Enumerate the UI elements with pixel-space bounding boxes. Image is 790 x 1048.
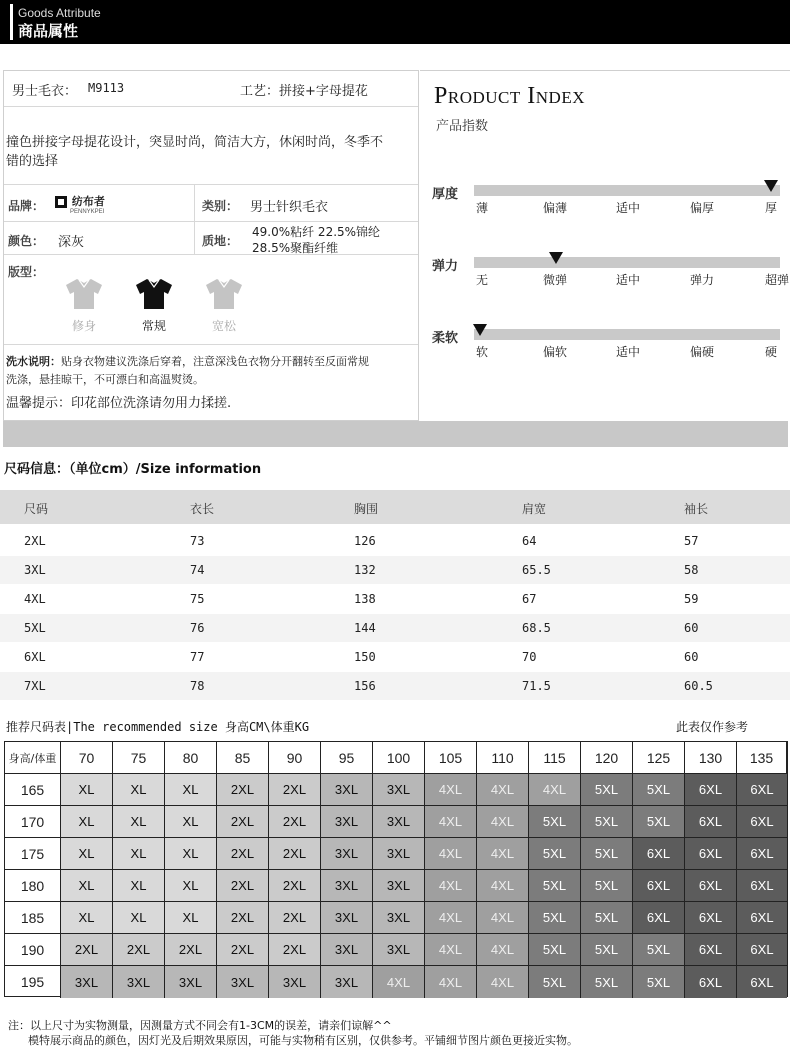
size-cell: 3XL xyxy=(24,563,46,577)
size-cell: 58 xyxy=(684,563,699,577)
grid-height-cell: 185 xyxy=(5,902,61,934)
fit-option-label: 修身 xyxy=(72,319,97,333)
grid-size-cell: XL xyxy=(165,806,217,838)
grid-size-cell: 4XL xyxy=(477,774,529,806)
size-cell: 60 xyxy=(684,650,699,664)
grid-size-cell: XL xyxy=(61,870,113,902)
shirt-icon xyxy=(64,277,104,311)
grid-size-cell: 5XL xyxy=(529,966,581,998)
grid-size-cell: XL xyxy=(165,838,217,870)
color-value: 深灰 xyxy=(58,235,85,250)
scale-tick: 偏软 xyxy=(543,345,568,359)
grid-size-cell: XL xyxy=(165,870,217,902)
table-row xyxy=(0,527,790,555)
scale-tick: 偏薄 xyxy=(543,201,568,215)
grid-height-cell: 180 xyxy=(5,870,61,902)
size-cell: 2XL xyxy=(24,534,46,548)
scale-tick: 弹力 xyxy=(690,273,715,287)
grid-size-cell: 6XL xyxy=(685,774,737,806)
product-index-subtitle: 产品指数 xyxy=(436,119,489,134)
description-row xyxy=(4,107,418,185)
brand-logo-sub: PENNYKPEI xyxy=(70,209,105,215)
grid-size-cell: 4XL xyxy=(425,806,477,838)
scale-bar xyxy=(474,329,780,340)
grid-size-cell: XL xyxy=(165,902,217,934)
grid-size-cell: 4XL xyxy=(425,870,477,902)
grid-size-cell: 5XL xyxy=(529,838,581,870)
size-header-cell: 衣长 xyxy=(190,502,215,516)
size-cell: 156 xyxy=(354,679,376,693)
model-row xyxy=(4,71,418,107)
fit-option-3 xyxy=(204,277,244,333)
product-index-panel xyxy=(420,70,790,421)
grid-size-cell: 2XL xyxy=(217,902,269,934)
model-label: 男士毛衣： xyxy=(12,84,78,99)
grid-size-cell: 4XL xyxy=(425,934,477,966)
scale-label: 柔软 xyxy=(432,331,459,346)
grid-size-cell: 6XL xyxy=(685,806,737,838)
product-index-title xyxy=(434,83,585,110)
grid-size-cell: 4XL xyxy=(425,774,477,806)
size-cell: 7XL xyxy=(24,679,46,693)
grid-size-cell: XL xyxy=(61,838,113,870)
header-subtitle: Goods Attribute xyxy=(18,6,101,20)
grid-size-cell: 2XL xyxy=(217,806,269,838)
table-row xyxy=(0,585,790,613)
wash-text-1: 贴身衣物建议洗涤后穿着，注意深浅色衣物分开翻转至反面常规 xyxy=(61,355,369,368)
size-cell: 77 xyxy=(190,650,205,664)
brand-label: 品牌： xyxy=(8,199,45,213)
grid-size-cell: XL xyxy=(113,902,165,934)
grid-size-cell: 3XL xyxy=(321,902,373,934)
size-cell: 70 xyxy=(522,650,537,664)
scale-bar xyxy=(474,185,780,196)
title-ndex: NDEX xyxy=(535,88,585,107)
size-cell: 6XL xyxy=(24,650,46,664)
grid-size-cell: 4XL xyxy=(373,966,425,998)
grid-size-cell: 3XL xyxy=(373,838,425,870)
grid-size-cell: 3XL xyxy=(373,774,425,806)
grid-size-cell: XL xyxy=(113,870,165,902)
size-cell: 76 xyxy=(190,621,205,635)
grid-size-cell: 3XL xyxy=(113,966,165,998)
table-row xyxy=(0,672,790,700)
category-value: 男士针织毛衣 xyxy=(250,200,329,215)
size-cell: 138 xyxy=(354,592,376,606)
grid-size-cell: XL xyxy=(113,774,165,806)
size-cell: 68.5 xyxy=(522,621,551,635)
wash-tip: 温馨提示：印花部位洗涤请勿用力揉搓. xyxy=(6,396,232,411)
size-cell: 78 xyxy=(190,679,205,693)
size-cell: 5XL xyxy=(24,621,46,635)
table-row xyxy=(0,643,790,671)
grid-size-cell: 6XL xyxy=(737,934,787,966)
grid-size-cell: 4XL xyxy=(477,934,529,966)
header-accent-bar xyxy=(10,4,13,40)
scale-marker-icon xyxy=(549,252,563,264)
footnote-line-2: 模特展示商品的颜色，因灯光及后期效果原因，可能与实物稍有区别，仅供参考。平铺细节图片颜色更接近实物。 xyxy=(28,1034,578,1047)
grid-corner-cell: 身高/体重 xyxy=(5,742,61,774)
grid-size-cell: 3XL xyxy=(321,806,373,838)
grid-size-cell: 2XL xyxy=(113,934,165,966)
grid-size-cell: 5XL xyxy=(633,966,685,998)
scale-label: 弹力 xyxy=(432,259,459,274)
title-roduct: RODUCT xyxy=(447,88,521,107)
size-cell: 4XL xyxy=(24,592,46,606)
size-cell: 57 xyxy=(684,534,699,548)
size-table-header xyxy=(0,490,790,524)
size-header-cell: 肩宽 xyxy=(522,502,547,516)
grid-size-cell: 6XL xyxy=(685,870,737,902)
grid-size-cell: 5XL xyxy=(529,870,581,902)
size-header-cell: 胸围 xyxy=(354,502,379,516)
recommend-title: 推荐尺码表|The recommended size 身高CM\体重KG xyxy=(6,720,310,734)
attributes-panel xyxy=(3,70,419,421)
material-line-2: 28.5%聚酯纤维 xyxy=(252,241,339,255)
grid-size-cell: 4XL xyxy=(477,838,529,870)
shirt-icon xyxy=(134,277,174,311)
grid-size-cell: 6XL xyxy=(685,934,737,966)
grid-size-cell: 5XL xyxy=(581,838,633,870)
grid-size-cell: 5XL xyxy=(581,966,633,998)
scale-tick: 硬 xyxy=(765,345,778,359)
scale-tick: 适中 xyxy=(616,273,641,287)
header-title: 商品属性 xyxy=(18,22,79,40)
grid-size-cell: 4XL xyxy=(529,774,581,806)
size-cell: 150 xyxy=(354,650,376,664)
grid-weight-cell: 115 xyxy=(529,742,581,774)
fit-label: 版型： xyxy=(8,265,45,279)
grid-size-cell: 2XL xyxy=(269,806,321,838)
grid-size-cell: 3XL xyxy=(61,966,113,998)
craft-text: 工艺：拼接+字母提花 xyxy=(240,84,368,99)
grid-size-cell: 2XL xyxy=(269,934,321,966)
grid-weight-cell: 95 xyxy=(321,742,373,774)
table-row xyxy=(0,614,790,642)
fit-row xyxy=(4,255,418,345)
grid-size-cell: 3XL xyxy=(321,774,373,806)
grid-height-cell: 190 xyxy=(5,934,61,966)
grid-size-cell: 3XL xyxy=(373,870,425,902)
grid-height-cell: 165 xyxy=(5,774,61,806)
category-label: 类别： xyxy=(202,199,239,213)
brand-logo-icon xyxy=(54,195,68,209)
shirt-icon xyxy=(204,277,244,311)
grid-size-cell: 4XL xyxy=(477,806,529,838)
grid-size-cell: 2XL xyxy=(269,774,321,806)
footnote-line-1: 注：以上尺寸为实物测量，因测量方式不同会有1-3CM的误差，请亲们谅解^^ xyxy=(8,1019,392,1032)
grid-weight-cell: 80 xyxy=(165,742,217,774)
grid-weight-cell: 90 xyxy=(269,742,321,774)
size-cell: 64 xyxy=(522,534,537,548)
grid-weight-cell: 85 xyxy=(217,742,269,774)
grid-size-cell: XL xyxy=(113,806,165,838)
size-cell: 65.5 xyxy=(522,563,551,577)
size-cell: 126 xyxy=(354,534,376,548)
grid-size-cell: 4XL xyxy=(477,870,529,902)
grid-size-cell: XL xyxy=(113,838,165,870)
grid-size-cell: 5XL xyxy=(581,870,633,902)
fit-option-label: 常规 xyxy=(142,319,167,333)
description-line-2: 错的选择 xyxy=(6,154,59,169)
grid-weight-cell: 110 xyxy=(477,742,529,774)
grid-size-cell: 5XL xyxy=(633,774,685,806)
brand-row xyxy=(4,185,418,222)
size-cell: 60.5 xyxy=(684,679,713,693)
grid-size-cell: 2XL xyxy=(61,934,113,966)
title-p: P xyxy=(434,83,448,109)
grid-size-cell: 3XL xyxy=(165,966,217,998)
grid-size-cell: 5XL xyxy=(529,806,581,838)
fit-option-2 xyxy=(134,277,174,333)
grid-size-cell: 6XL xyxy=(737,806,787,838)
grid-size-cell: 2XL xyxy=(217,838,269,870)
scale-tick: 适中 xyxy=(616,345,641,359)
grid-size-cell: 3XL xyxy=(373,934,425,966)
color-row xyxy=(4,222,418,255)
wash-row xyxy=(4,345,418,421)
grid-size-cell: 4XL xyxy=(425,838,477,870)
grid-size-cell: 4XL xyxy=(477,966,529,998)
color-label: 颜色： xyxy=(8,234,45,248)
fit-option-1 xyxy=(64,277,104,333)
grid-weight-cell: 135 xyxy=(737,742,787,774)
scale-tick: 超弹 xyxy=(765,273,790,287)
grid-size-cell: 5XL xyxy=(581,806,633,838)
size-cell: 75 xyxy=(190,592,205,606)
size-cell: 67 xyxy=(522,592,537,606)
material-line-1: 49.0%粘纤 22.5%锦纶 xyxy=(252,225,381,239)
grid-size-cell: 6XL xyxy=(737,838,787,870)
size-cell: 132 xyxy=(354,563,376,577)
grid-size-cell: 3XL xyxy=(373,806,425,838)
grid-size-cell: 2XL xyxy=(217,934,269,966)
section-header xyxy=(0,0,790,44)
scale-tick: 软 xyxy=(476,345,489,359)
grid-size-cell: 2XL xyxy=(217,774,269,806)
scale-tick: 偏硬 xyxy=(690,345,715,359)
scale-marker-icon xyxy=(764,180,778,192)
grid-size-cell: 2XL xyxy=(269,902,321,934)
size-cell: 71.5 xyxy=(522,679,551,693)
scale-tick: 适中 xyxy=(616,201,641,215)
size-cell: 144 xyxy=(354,621,376,635)
grid-size-cell: XL xyxy=(61,902,113,934)
size-info-title: 尺码信息：（单位cm）/Size information xyxy=(4,462,262,477)
material-label: 质地： xyxy=(202,234,239,248)
grid-weight-cell: 105 xyxy=(425,742,477,774)
wash-label: 洗水说明： xyxy=(6,355,61,368)
grid-size-cell: 3XL xyxy=(217,966,269,998)
scale-tick: 厚 xyxy=(765,201,778,215)
grid-weight-cell: 70 xyxy=(61,742,113,774)
title-i: I xyxy=(527,83,536,109)
grid-size-cell: 3XL xyxy=(269,966,321,998)
grid-size-cell: 5XL xyxy=(581,902,633,934)
grid-size-cell: 5XL xyxy=(581,934,633,966)
recommend-grid xyxy=(4,741,788,997)
grid-size-cell: 3XL xyxy=(373,902,425,934)
grid-weight-cell: 130 xyxy=(685,742,737,774)
grid-size-cell: 6XL xyxy=(633,838,685,870)
grid-size-cell: 5XL xyxy=(633,934,685,966)
grid-weight-cell: 100 xyxy=(373,742,425,774)
grid-height-cell: 195 xyxy=(5,966,61,998)
scale-bar xyxy=(474,257,780,268)
brand-logo-text: 纺布者 xyxy=(71,195,105,208)
grid-size-cell: 6XL xyxy=(737,902,787,934)
grid-size-cell: 6XL xyxy=(737,966,787,998)
size-cell: 59 xyxy=(684,592,699,606)
grid-size-cell: 6XL xyxy=(685,966,737,998)
model-value: M9113 xyxy=(88,81,125,95)
wash-text-2: 洗涤，悬挂晾干，不可漂白和高温熨烫。 xyxy=(6,373,204,386)
size-cell: 60 xyxy=(684,621,699,635)
grid-size-cell: 5XL xyxy=(529,934,581,966)
scale-tick: 无 xyxy=(476,273,489,287)
size-cell: 73 xyxy=(190,534,205,548)
grid-size-cell: 3XL xyxy=(321,838,373,870)
grid-size-cell: 3XL xyxy=(321,870,373,902)
recommend-note: 此表仅作参考 xyxy=(676,720,749,734)
grid-size-cell: 3XL xyxy=(321,966,373,998)
grid-weight-cell: 125 xyxy=(633,742,685,774)
table-row xyxy=(0,556,790,584)
grid-size-cell: 6XL xyxy=(737,870,787,902)
grid-size-cell: XL xyxy=(61,806,113,838)
grid-size-cell: 4XL xyxy=(425,966,477,998)
grid-size-cell: 5XL xyxy=(633,806,685,838)
description-line-1: 撞色拼接字母提花设计，突显时尚，简洁大方，休闲时尚，冬季不 xyxy=(6,135,384,150)
grid-size-cell: 6XL xyxy=(633,870,685,902)
grid-size-cell: 2XL xyxy=(165,934,217,966)
grid-size-cell: 5XL xyxy=(581,774,633,806)
scale-tick: 薄 xyxy=(476,201,489,215)
fit-option-label: 宽松 xyxy=(212,319,237,333)
grid-size-cell: 2XL xyxy=(217,870,269,902)
grid-size-cell: XL xyxy=(61,774,113,806)
scale-tick: 偏厚 xyxy=(690,201,715,215)
grid-size-cell: 6XL xyxy=(633,902,685,934)
size-header-cell: 袖长 xyxy=(684,502,709,516)
size-header-cell: 尺码 xyxy=(24,502,49,516)
grid-size-cell: 2XL xyxy=(269,838,321,870)
grid-weight-cell: 120 xyxy=(581,742,633,774)
grid-height-cell: 175 xyxy=(5,838,61,870)
grid-size-cell: XL xyxy=(165,774,217,806)
scale-label: 厚度 xyxy=(432,187,459,202)
scale-tick: 微弹 xyxy=(543,273,568,287)
grid-size-cell: 3XL xyxy=(321,934,373,966)
grid-size-cell: 5XL xyxy=(529,902,581,934)
grid-size-cell: 4XL xyxy=(425,902,477,934)
gray-divider xyxy=(3,421,788,447)
scale-marker-icon xyxy=(473,324,487,336)
grid-weight-cell: 75 xyxy=(113,742,165,774)
grid-size-cell: 6XL xyxy=(737,774,787,806)
grid-size-cell: 2XL xyxy=(269,870,321,902)
grid-size-cell: 4XL xyxy=(477,902,529,934)
size-cell: 74 xyxy=(190,563,205,577)
grid-size-cell: 6XL xyxy=(685,902,737,934)
grid-size-cell: 6XL xyxy=(685,838,737,870)
brand-logo xyxy=(54,193,105,215)
grid-height-cell: 170 xyxy=(5,806,61,838)
